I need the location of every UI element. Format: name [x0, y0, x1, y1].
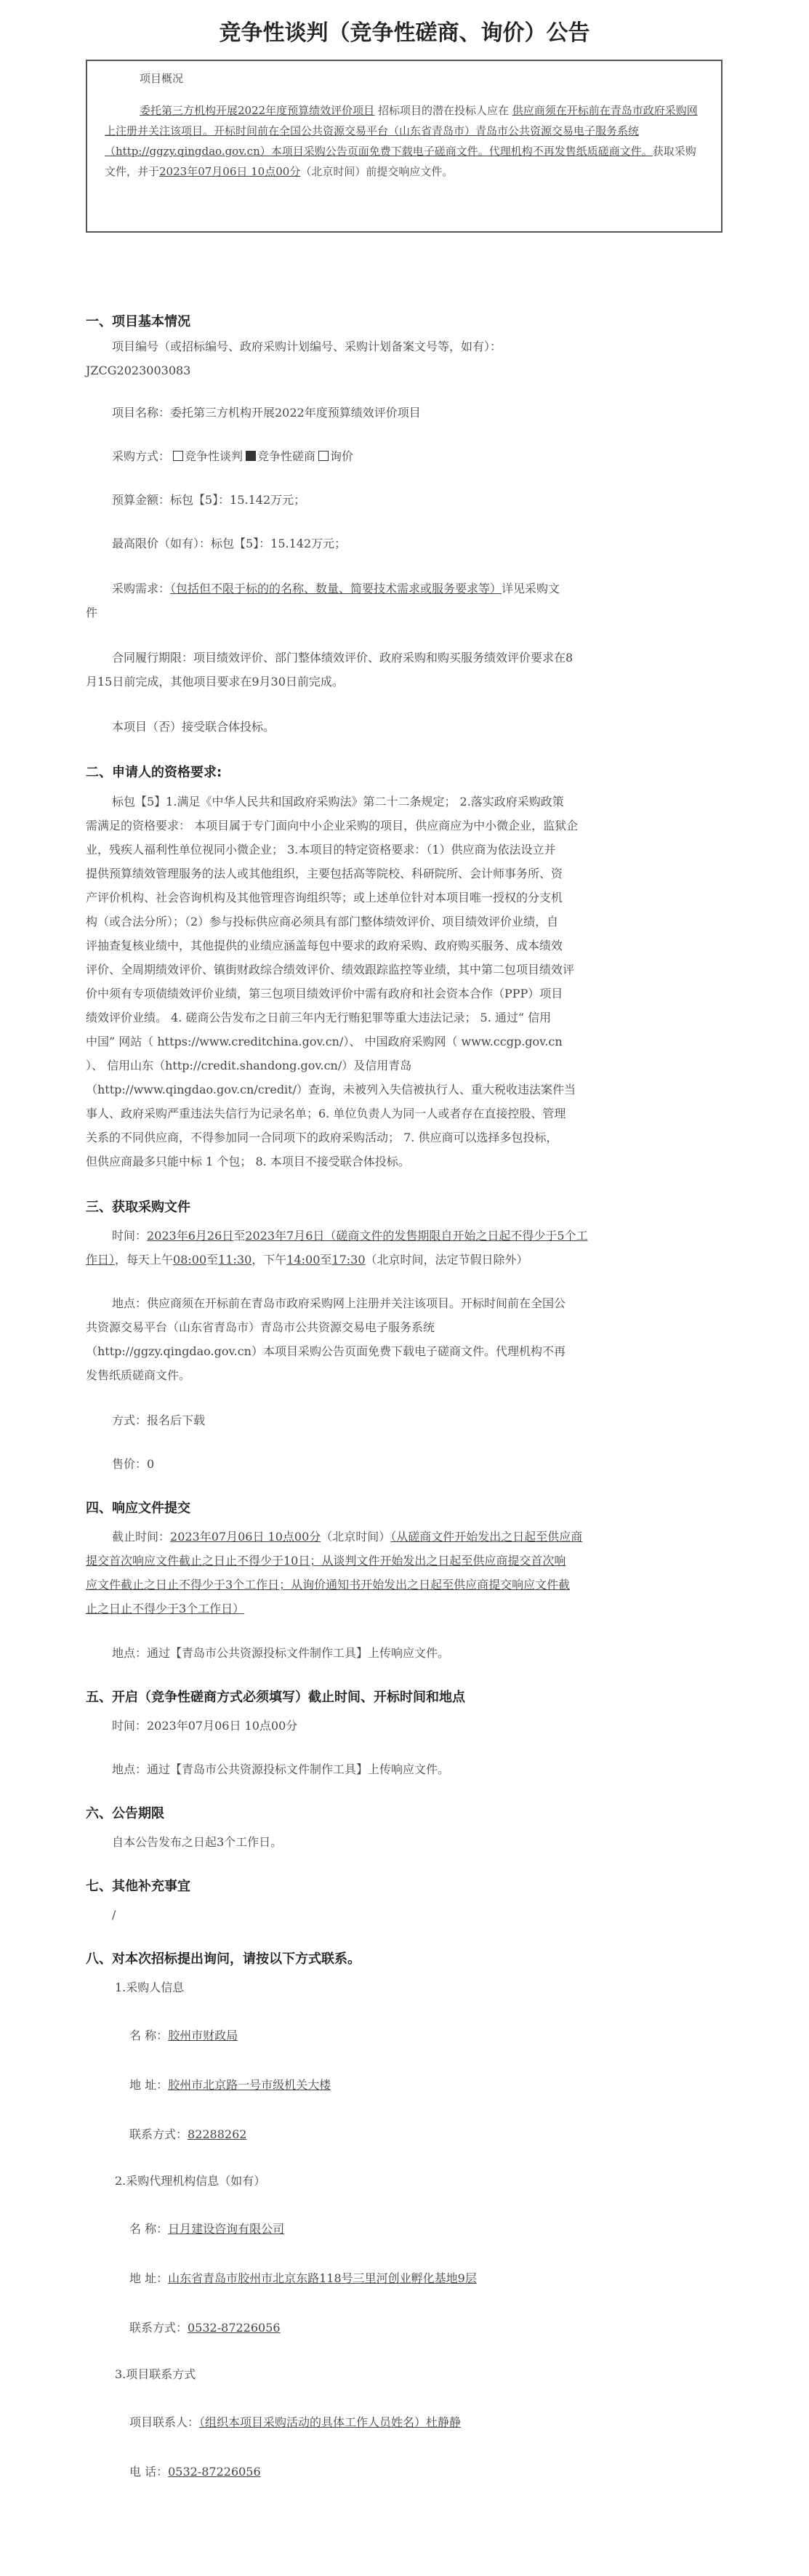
document-price: 售价：0: [112, 1457, 155, 1471]
announcement-period: 自本公告发布之日起3个工作日。: [112, 1835, 283, 1849]
field-value: 82288262: [188, 2127, 247, 2141]
checkbox-unchecked-icon: [318, 451, 329, 461]
purchaser-address: [129, 2073, 766, 2097]
am-start: 08:00: [173, 1253, 207, 1267]
am-end: 11:30: [218, 1253, 252, 1267]
section-3-title: 三、获取采购文件: [86, 1200, 190, 1215]
period-note: （磋商文件的发售期限自开始之日起不得少于5个工: [324, 1229, 588, 1243]
qualification-line: 构（或合法分所）；（2）参与投标供应商必须具有部门整体绩效评价、项目绩效评价业绩，自: [86, 915, 559, 928]
qualification-line: 中国” 网站（ https://www.creditchina.gov.cn/）、 中国政府采购网（ www.ccgp.gov.cn: [86, 1035, 563, 1048]
acquire-place-line: 共资源交易平台（山东省青岛市）青岛市公共资源交易电子服务系统: [86, 1320, 435, 1334]
text-part: 至: [233, 1229, 246, 1243]
deadline-note-line: 应文件截止之日止不得少于3个工作日；从询价通知书开始发出之日起至供应商提交响应文件截: [86, 1578, 571, 1592]
checkbox-unchecked-icon: [173, 451, 183, 461]
method-option-negotiation: 竞争性谈判: [185, 449, 243, 463]
acquire-way: 方式：报名后下载: [112, 1413, 206, 1427]
qualification-line: 价中须有专项债绩效评价业绩，第三包项目绩效评价中需有政府和社会资本合作（PPP）项目: [86, 987, 563, 1000]
contract-period-line-2: 月15日前完成，其他项目要求在9月30日前完成。: [86, 675, 344, 689]
project-contact: [129, 2410, 766, 2434]
qualification-line: 需满足的资格要求： 本项目属于专门面向中小企业采购的项目，供应商应为中小微企业，监狱企: [86, 819, 579, 832]
qualification-line: 评抽查复核业绩中，其他提供的业绩应涵盖每包中要求的政府采购、政府购买服务、成本绩效: [86, 939, 563, 952]
field-label: 地 址：: [129, 2271, 169, 2285]
deadline-note-line: 止之日止不得少于3个工作日）: [86, 1602, 245, 1616]
section-2-title: 二、申请人的资格要求:: [86, 765, 222, 780]
demand-detail: （包括但不限于标的的名称、数量、简要技术需求或服务要求等）: [170, 582, 502, 595]
overview-text-part: 招标项目的潜在投标人应在: [374, 104, 512, 117]
section-5-title: 五、开启（竞争性磋商方式必须填写）截止时间、开标时间和地点: [86, 1690, 465, 1705]
supplementary-matters: /: [112, 1908, 116, 1922]
budget-amount: 预算金额：标包【5】：15.142万元；: [112, 493, 306, 507]
section-8-title: 八、对本次招标提出询问，请按以下方式联系。: [86, 1951, 361, 1967]
field-value: 胶州市财政局: [168, 2029, 238, 2042]
field-value: 山东省青岛市胶州市北京东路118号三里河创业孵化基地9层: [168, 2271, 477, 2285]
qualification-line: 产评价机构、社会咨询机构及其他管理咨询组织等；或上述单位针对本项目唯一授权的分支机: [86, 891, 563, 904]
opening-time: 时间：2023年07月06日 10点00分: [112, 1719, 298, 1733]
overview-label: 项目概况: [140, 72, 184, 85]
acquire-time-cont: [86, 1248, 723, 1272]
qualification-line: 事人、政府采购严重违法失信行为记录名单；6. 单位负责人为同一人或者存在直接控股、管理: [86, 1107, 566, 1120]
qualification-line: 但供应商最多只能中标 1 个包； 8. 本项目不接受联合体投标。: [86, 1155, 410, 1168]
ceiling-price: 最高限价（如有）：标包【5】：15.142万元；: [112, 537, 347, 550]
qualification-line: ）、 信用山东（http://credit.shandong.gov.cn/）及信用青岛: [86, 1059, 412, 1072]
field-label: 项目联系人：: [129, 2415, 200, 2429]
checkbox-checked-icon: [246, 451, 256, 461]
section-4-title: 四、响应文件提交: [86, 1501, 190, 1516]
overview-deadline: 2023年07月06日 10点00分: [159, 165, 301, 178]
text-part: ，下午: [251, 1253, 287, 1267]
deadline-value: 2023年07月06日 10点00分: [170, 1530, 321, 1544]
procurement-method: [86, 444, 723, 468]
method-option-inquiry: 询价: [330, 449, 354, 463]
project-overview-box: [86, 60, 723, 233]
demand-label: 采购需求：: [112, 582, 171, 595]
project-code-label: 项目编号（或招标编号、政府采购计划编号、采购计划备案文号等，如有）：: [112, 340, 502, 353]
text-part: ，每天上午: [115, 1253, 174, 1267]
submission-place: 地点：通过【青岛市公共资源投标文件制作工具】上传响应文件。: [112, 1646, 450, 1660]
acquire-place-line: 地点：供应商须在开标前在青岛市政府采购网上注册并关注该项目。开标时间前在全国公: [112, 1296, 566, 1310]
text-part: 至: [206, 1253, 219, 1267]
field-label: 联系方式：: [129, 2127, 188, 2141]
qualification-line: 绩效评价业绩。 4. 磋商公告发布之日前三年内无行贿犯罪等重大违法记录； 5. 通过“ 信用: [86, 1011, 552, 1024]
purchaser-name: [129, 2023, 766, 2047]
field-value: 0532-87226056: [188, 2321, 281, 2335]
start-date: 2023年6月26日: [147, 1229, 234, 1243]
project-name: 项目名称：委托第三方机构开展2022年度预算绩效评价项目: [112, 406, 421, 420]
acquire-place-line: 发售纸质磋商文件。: [86, 1368, 191, 1382]
period-note: 作日）: [86, 1253, 116, 1267]
deadline-note-line: 提交首次响应文件截止之日止不得少于10日；从谈判文件开始发出之日起至供应商提交首次响: [86, 1554, 566, 1568]
field-label: 名 称：: [129, 2222, 169, 2236]
field-label: 名 称：: [129, 2029, 169, 2042]
field-value: 0532-87226056: [168, 2465, 261, 2479]
text-part: （北京时间）: [321, 1530, 391, 1544]
field-label: 电 话：: [129, 2465, 169, 2479]
acquire-time: [86, 1224, 723, 1248]
overview-project-name: 委托第三方机构开展2022年度预算绩效评价项目: [140, 104, 375, 117]
field-value: 胶州市北京路一号市级机关大楼: [168, 2078, 331, 2092]
section-1-title: 一、项目基本情况: [86, 314, 190, 329]
joint-bid-note: 本项目（否）接受联合体投标。: [112, 720, 275, 734]
field-label: 联系方式：: [129, 2321, 188, 2335]
pm-start: 14:00: [286, 1253, 321, 1267]
agency-info-heading: 2.采购代理机构信息（如有）: [115, 2174, 266, 2188]
text-part: （北京时间，法定节假日除外）: [365, 1253, 528, 1267]
section-7-title: 七、其他补充事宜: [86, 1879, 190, 1894]
overview-text-part: （北京时间）前提交响应文件。: [300, 165, 454, 178]
pm-end: 17:30: [331, 1253, 366, 1267]
project-code-value: JZCG2023003083: [86, 364, 191, 377]
text-part: 至: [320, 1253, 332, 1267]
acquire-place-line: （http://ggzy.qingdao.gov.cn）本项目采购公告页面免费下载电子磋商文件。代理机构不再: [86, 1344, 566, 1358]
demand-tail: 详见采购文: [502, 582, 560, 595]
field-value: 日月建设咨询有限公司: [168, 2222, 285, 2236]
field-value: （组织本项目采购活动的具体工作人员姓名）杜静静: [199, 2415, 462, 2429]
submission-deadline: [86, 1525, 723, 1549]
qualification-line: 关系的不同供应商，不得参加同一合同项下的政府采购活动； 7. 供应商可以选择多包投标，: [86, 1131, 558, 1144]
project-phone: [129, 2460, 766, 2484]
text-part: 截止时间：: [112, 1530, 171, 1544]
page-title: 竞争性谈判（竞争性磋商、询价）公告: [219, 20, 590, 46]
qualification-line: 标包【5】1.满足《中华人民共和国政府采购法》第二十二条规定； 2.落实政府采购政策: [112, 795, 564, 808]
qualification-line: （http://www.qingdao.gov.cn/credit/）查询，未被列入失信被执行人、重大税收违法案件当: [86, 1083, 576, 1096]
overview-text-part: 获取采购文件，并于: [105, 145, 696, 178]
field-label: 地 址：: [129, 2078, 169, 2092]
deadline-note: （从磋商文件开始发出之日起至供应商: [390, 1530, 583, 1544]
qualification-line: 业，残疾人福利性单位视同小微企业； 3.本项目的特定资格要求：（1）供应商为依法设立并: [86, 843, 556, 856]
qualification-line: 提供预算绩效管理服务的法人或其他组织，主要包括高等院校、科研院所、会计师事务所、资: [86, 867, 563, 880]
procurement-demand: [86, 577, 723, 601]
text-part: 时间：: [112, 1229, 148, 1243]
overview-text: [105, 100, 704, 182]
method-option-consultation: 竞争性磋商: [257, 449, 316, 463]
procurement-method-label: 采购方式：: [112, 449, 171, 463]
procurement-demand-cont: 件: [86, 606, 98, 619]
project-contact-heading: 3.项目联系方式: [115, 2367, 196, 2381]
qualification-line: 评价、全周期绩效评价、镇街财政综合绩效评价、绩效跟踪监控等业绩，其中第二包项目绩效评: [86, 963, 575, 976]
section-6-title: 六、公告期限: [86, 1806, 164, 1821]
agency-phone: [129, 2316, 766, 2340]
overview-acquire-method: 供应商须在开标前在青岛市政府采购网上注册并关注该项目。开标时间前在全国公共资源交易平台（山东省青岛市）青岛市公共资源交易电子服务系统（http://ggzy.qingdao.gov.cn）本项目采购公告页面免费下载电子磋商文件。代理机构不再发售纸质磋商文件。: [105, 104, 698, 158]
contract-period-line-1: 合同履行期限：项目绩效评价、部门整体绩效评价、政府采购和购买服务绩效评价要求在8: [112, 651, 573, 665]
opening-place: 地点：通过【青岛市公共资源投标文件制作工具】上传响应文件。: [112, 1762, 450, 1776]
purchaser-info-heading: 1.采购人信息: [115, 1981, 185, 1994]
end-date: 2023年7月6日: [245, 1229, 325, 1243]
agency-address: [129, 2266, 766, 2290]
agency-name: [129, 2217, 766, 2241]
purchaser-phone: [129, 2122, 766, 2146]
